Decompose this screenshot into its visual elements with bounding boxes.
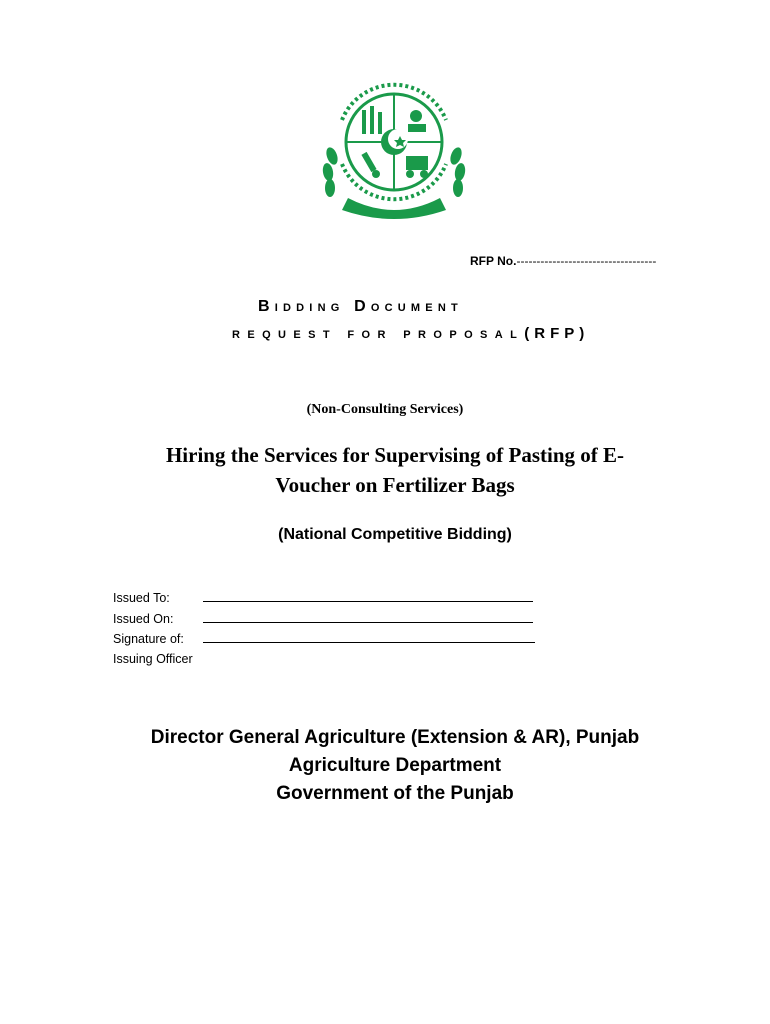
issued-to-label: Issued To: (113, 591, 170, 605)
issuer-line-2: Agriculture Department (288, 755, 502, 776)
issued-on-line (203, 610, 533, 623)
issuing-officer-row (113, 650, 535, 670)
rfp-number-field (470, 254, 656, 268)
document-heading (258, 298, 463, 316)
request-for-proposal-heading (232, 325, 589, 342)
issued-fields (113, 588, 535, 669)
heading-rest-bidding: IDDING (274, 302, 345, 314)
government-emblem-logo (318, 76, 470, 222)
signature-label: Signature of: (113, 632, 184, 646)
request-for-proposal-text: REQUEST FOR PROPOSAL (232, 329, 525, 341)
issuing-officer-label: Issuing Officer (113, 651, 193, 666)
rfp-abbreviation: (RFP) (524, 325, 590, 342)
bidding-type: (National Competitive Bidding) (278, 526, 512, 543)
signature-line (203, 630, 535, 643)
rfp-number-label: RFP No. (470, 254, 517, 268)
issued-to-line (203, 589, 533, 602)
signature-row (113, 629, 535, 650)
issued-on-label: Issued On: (113, 611, 174, 626)
issuer-line-1: Director General Agriculture (Extension & AR), Punjab (150, 727, 640, 748)
issuer-line-3: Government of the Punjab (276, 783, 514, 804)
heading-initial-d: D (354, 298, 371, 315)
document-title: Hiring the Services for Supervising of Pasting of E-Voucher on Fertilizer Bags (165, 443, 625, 497)
heading-initial-b: B (258, 298, 275, 315)
issuer-block (0, 724, 770, 808)
rfp-number-blank: ----------------------------------- (516, 254, 657, 268)
service-type: (Non-Consulting Services) (306, 402, 464, 417)
issued-to-row (113, 588, 535, 609)
heading-rest-document: OCUMENT (370, 302, 463, 314)
issued-on-row (113, 609, 535, 630)
